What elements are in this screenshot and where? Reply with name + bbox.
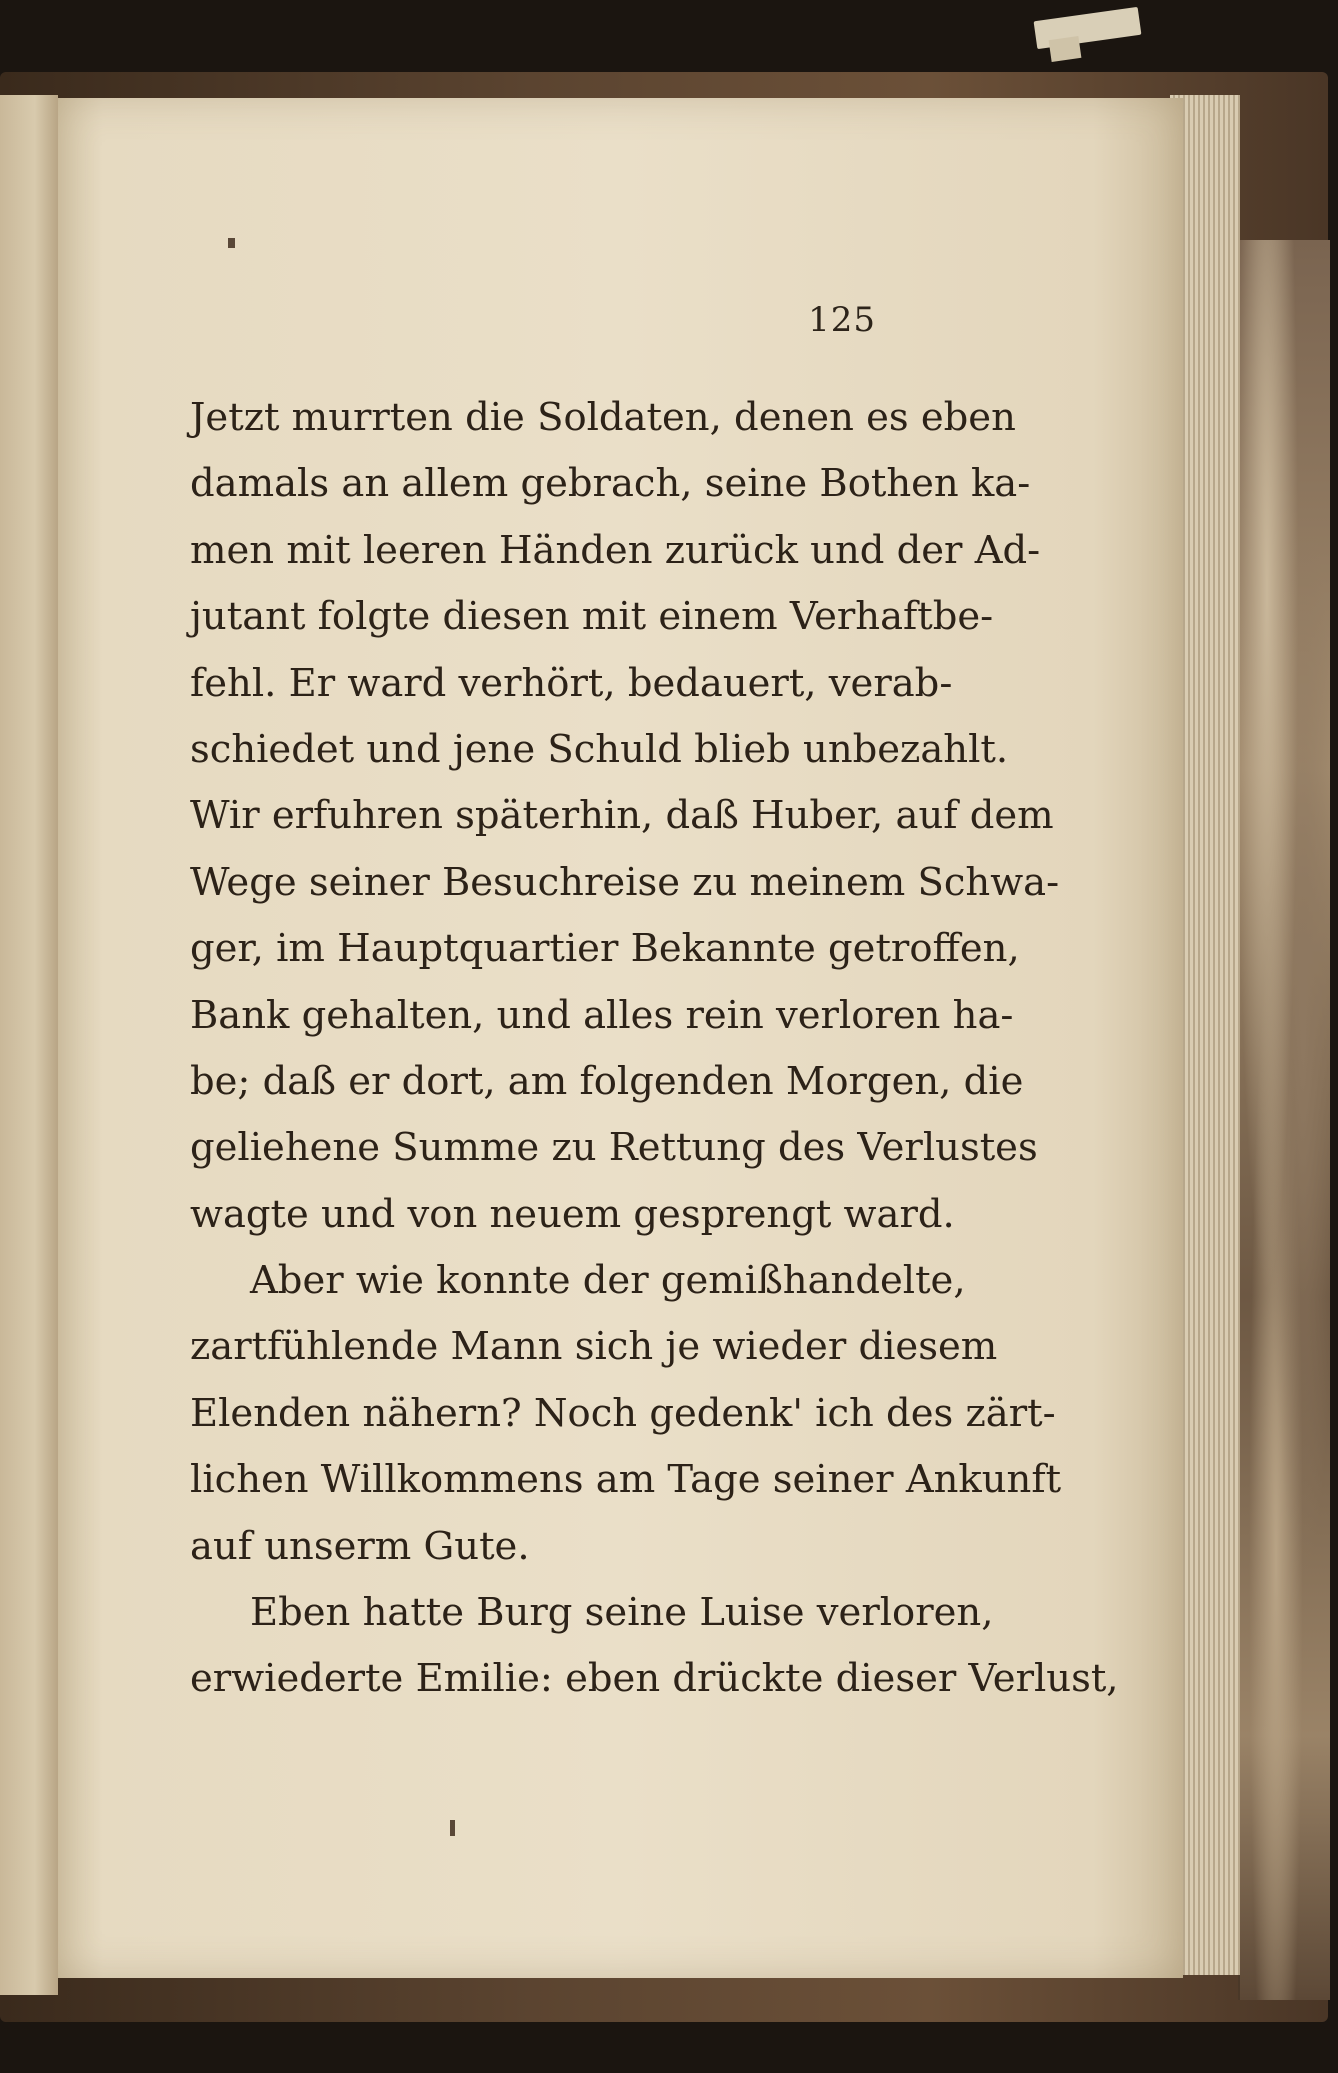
- text-line: ger, im Hauptquartier Bekannte getroffen,: [190, 926, 1020, 972]
- page-text: [190, 385, 1119, 1713]
- text-line: men mit leeren Händen zurück und der Ad-: [190, 527, 1041, 573]
- text-line: erwiederte Emilie: eben drückte dieser Verlust,: [190, 1656, 1119, 1702]
- text-line: damals an allem gebrach, seine Bothen ka-: [190, 461, 1031, 507]
- text-line: Bank gehalten, und alles rein verloren ha-: [190, 992, 1014, 1038]
- marbled-endpaper: [1238, 240, 1330, 2000]
- page-number: 125: [808, 300, 876, 340]
- ink-speck: [228, 238, 235, 248]
- text-line: jutant folgte diesen mit einem Verhaftbe-: [190, 594, 994, 640]
- text-line: be; daß er dort, am folgenden Morgen, die: [190, 1058, 1024, 1104]
- paper-tab-stub: [1049, 36, 1082, 62]
- text-line: Eben hatte Burg seine Luise verloren,: [250, 1590, 994, 1636]
- text-line: Wir erfuhren späterhin, daß Huber, auf dem: [190, 793, 1054, 839]
- text-line: Wege seiner Besuchreise zu meinem Schwa-: [190, 859, 1060, 905]
- text-line: Aber wie konnte der gemißhandelte,: [250, 1258, 966, 1304]
- text-line: fehl. Er ward verhört, bedauert, verab-: [190, 660, 953, 706]
- ink-speck: [450, 1820, 455, 1836]
- text-line: auf unserm Gute.: [190, 1523, 530, 1569]
- text-line: Jetzt murrten die Soldaten, denen es eben: [190, 395, 1016, 440]
- left-page-edge: [0, 95, 58, 1995]
- text-line: lichen Willkommens am Tage seiner Ankunft: [190, 1457, 1062, 1503]
- text-line: Elenden nähern? Noch gedenk' ich des zärt-: [190, 1390, 1056, 1436]
- text-line: wagte und von neuem gesprengt ward.: [190, 1191, 955, 1237]
- text-line: schiedet und jene Schuld blieb unbezahlt.: [190, 726, 1009, 772]
- text-line: zartfühlende Mann sich je wieder diesem: [190, 1324, 998, 1370]
- text-line: geliehene Summe zu Rettung des Verlustes: [190, 1125, 1038, 1171]
